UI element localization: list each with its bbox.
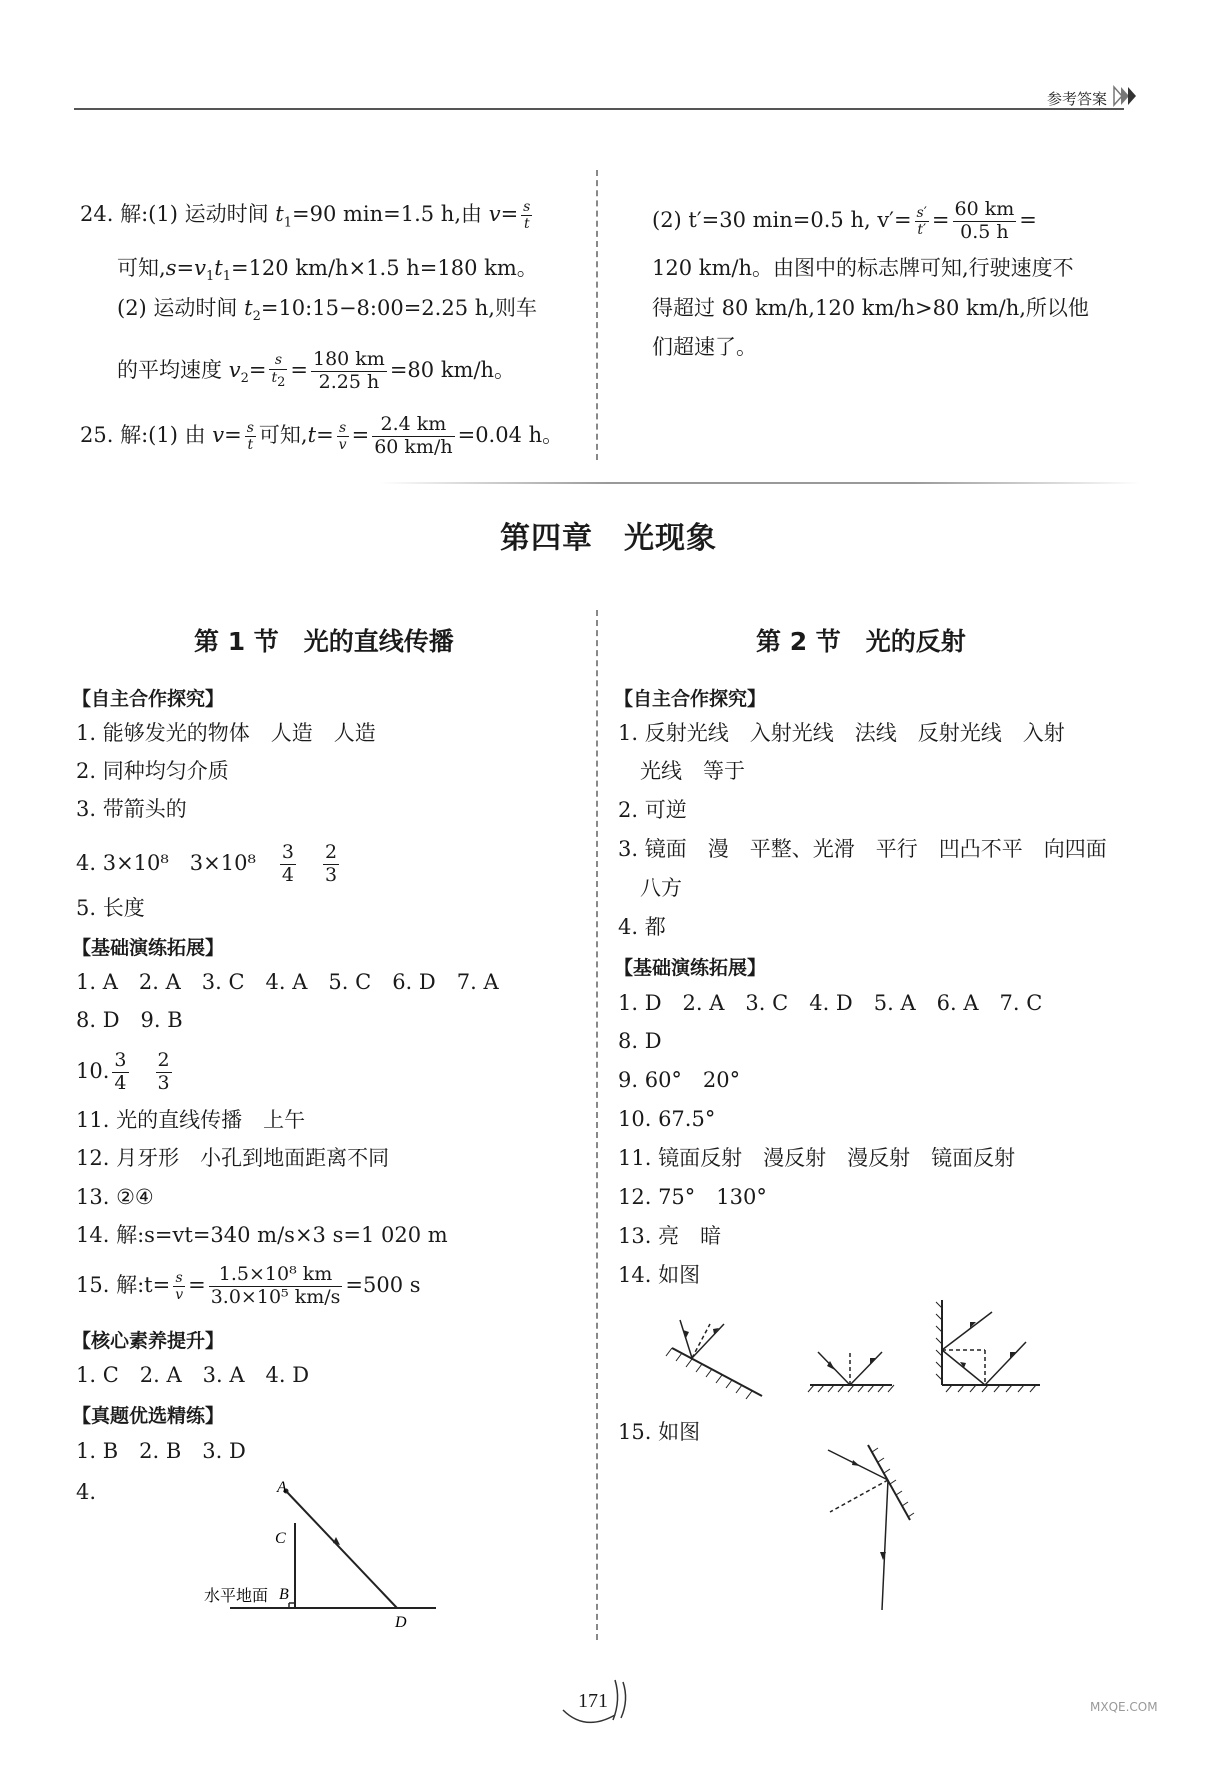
right-a3b: 八方 [640, 876, 682, 900]
right-a3: 3. 镜面 漫 平整、光滑 平行 凹凸不平 向四面 [618, 837, 1107, 861]
q25-part2-line2: 120 km/h。由图中的标志牌可知,行驶速度不 [652, 256, 1074, 280]
q25-line: 25. 解:(1) 由 v= $\frac{s}{t}$ 可知,t= $\frac{s}{v}$ = $\frac{2.4 km}{60 km/h}$ =0.04 h。 [80, 413, 564, 458]
q24-line4: 的平均速度 $v_2=$ $\frac{s}{t_2}$ = $\frac{180 km}{2.25 h}$ =80 km/h。 [117, 348, 516, 393]
right-b15: 15. 如图 [618, 1420, 701, 1444]
right-b11: 11. 镜面反射 漫反射 漫反射 镜面反射 [618, 1146, 1016, 1170]
light-ray [286, 1491, 397, 1608]
shadow-diagram [200, 1475, 450, 1635]
header-arrow-icon [1112, 84, 1140, 108]
page-number: 171 [578, 1690, 608, 1712]
left-a4: 4. 3×10⁸ 3×10⁸ $\frac{3}{4}$ $\frac{2}{3}$ [76, 841, 338, 886]
right-a1b: 光线 等于 [640, 759, 745, 783]
header-rule [74, 108, 1124, 110]
left-b10: 10. $\frac{3}{4}$ $\frac{2}{3}$ [76, 1049, 170, 1094]
right-b8: 8. D [618, 1029, 662, 1053]
right-a1: 1. 反射光线 入射光线 法线 反射光线 入射 [618, 721, 1065, 745]
right-a2: 2. 可逆 [618, 798, 687, 822]
left-c1: 1. C 2. A 3. A 4. D [76, 1363, 310, 1387]
label-D: D [395, 1614, 407, 1631]
q24-line3: (2) 运动时间 $t_2=10:15-8:00=2.25$ h,则车 [117, 296, 537, 325]
left-b14: 14. 解:s=vt=340 m/s×3 s=1 020 m [76, 1223, 448, 1247]
left-b1: 1. A 2. A 3. C 4. A 5. C 6. D 7. A [76, 970, 499, 994]
right-b12: 12. 75° 130° [618, 1185, 767, 1209]
left-a5: 5. 长度 [76, 896, 145, 920]
right-b9: 9. 60° 20° [618, 1068, 741, 1092]
right-heading-basic: 【基础演练拓展】 [614, 957, 767, 979]
column-divider-bottom [596, 610, 598, 1640]
chapter-title: 第四章 光现象 [500, 521, 717, 556]
ray-arrow-icon [333, 1537, 340, 1545]
left-d1: 1. B 2. B 3. D [76, 1439, 246, 1463]
label-B: B [279, 1586, 289, 1603]
left-a2: 2. 同种均匀介质 [76, 759, 229, 783]
header-title: 参考答案 [1047, 90, 1108, 108]
right-b13: 13. 亮 暗 [618, 1224, 722, 1248]
right-a4: 4. 都 [618, 915, 666, 939]
right-b1: 1. D 2. A 3. C 4. D 5. A 6. A 7. C [618, 991, 1043, 1015]
q25-part2-line3: 得超过 80 km/h,120 km/h>80 km/h,所以他 [652, 296, 1089, 320]
section-2-title: 第 2 节 光的反射 [756, 627, 966, 656]
chapter-rule [380, 482, 1140, 484]
left-heading-basic: 【基础演练拓展】 [72, 937, 225, 959]
q24-line2: 可知$,s=v_1t_1=120$ km/h×1.5 h=180 km。 [117, 256, 538, 285]
section-1-title: 第 1 节 光的直线传播 [194, 627, 454, 656]
column-divider-top [596, 170, 598, 460]
right-b14: 14. 如图 [618, 1263, 701, 1287]
left-b13: 13. ②④ [76, 1185, 154, 1209]
label-ground: 水平地面 [204, 1586, 269, 1605]
q24-line1: 24. 解:(1) 运动时间 $t_1=90$ min=1.5 h,由 v= $\frac{s}{t}$ [80, 199, 531, 233]
reflection-diagram-q15 [810, 1440, 920, 1620]
left-heading-explore: 【自主合作探究】 [72, 688, 225, 710]
left-a3: 3. 带箭头的 [76, 797, 187, 821]
watermark: MXQE.COM [1090, 1700, 1158, 1714]
left-b15: 15. 解:t= $\frac{s}{v}$ = $\frac{\text{1.5×10⁸ km}}{\text{3.0×10⁵ km/s}}$ =500 s [76, 1263, 421, 1308]
reflection-figure-3 [936, 1300, 1040, 1392]
label-C: C [275, 1530, 286, 1547]
left-heading-real: 【真题优选精练】 [72, 1405, 225, 1427]
reflection-diagrams [640, 1300, 1120, 1410]
left-d4: 4. [76, 1480, 97, 1504]
reflection-figure-2 [808, 1350, 894, 1392]
right-b10: 10. 67.5° [618, 1107, 716, 1131]
left-b11: 11. 光的直线传播 上午 [76, 1108, 306, 1132]
left-a1: 1. 能够发光的物体 人造 人造 [76, 721, 376, 745]
left-b2: 8. D 9. B [76, 1008, 183, 1032]
q25-part2-line1: (2) t′=30 min=0.5 h, v′= $\frac{s'}{t'}$ = $\frac{60 km}{0.5 h}$ = [652, 198, 1037, 243]
label-A: A [277, 1479, 287, 1496]
q25-part2-line4: 们超速了。 [652, 335, 757, 359]
reflection-figure-1 [666, 1320, 762, 1399]
right-heading-explore: 【自主合作探究】 [614, 688, 767, 710]
left-b12: 12. 月牙形 小孔到地面距离不同 [76, 1146, 390, 1170]
left-heading-core: 【核心素养提升】 [72, 1330, 225, 1352]
